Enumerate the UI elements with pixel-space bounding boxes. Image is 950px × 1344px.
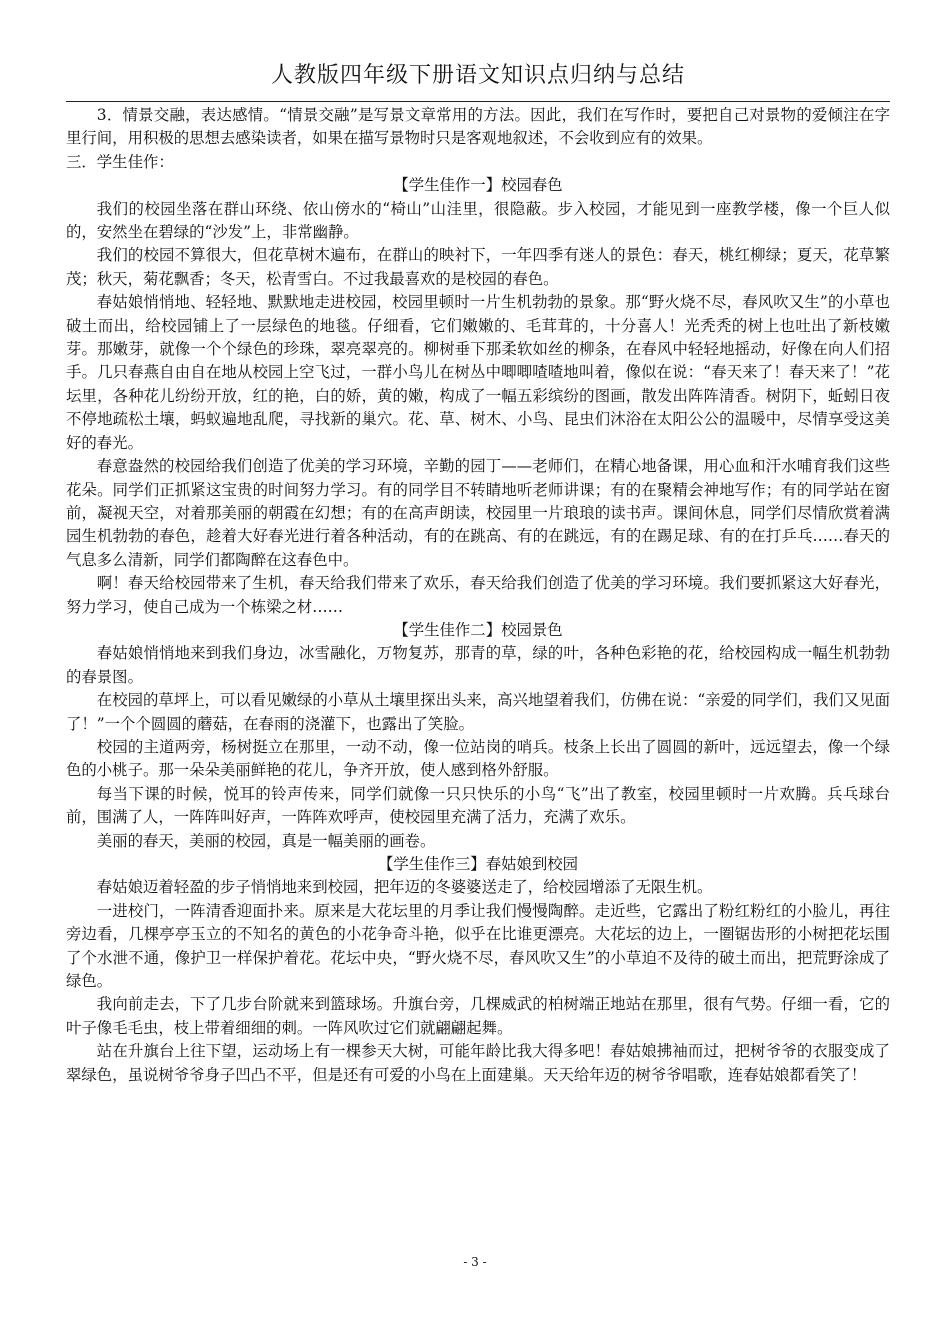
essay-2-paragraph: 校园的主道两旁，杨树挺立在那里，一动不动，像一位站岗的哨兵。枝条上长出了圆圆的新叶，远远望去，像一个绿色的小桃子。那一朵朵美丽鲜艳的花儿，争齐开放，使人感到格外舒服。 bbox=[66, 737, 890, 780]
essay-2-paragraph: 每当下课的时候，悦耳的铃声传来，同学们就像一只只快乐的小鸟“飞”出了教室，校园里顿时一片欢腾。兵乓球台前，围满了人，一阵阵叫好声，一阵阵欢呼声，使校园里充满了活力，充满了欢乐。 bbox=[66, 784, 890, 827]
essay-1-paragraph: 春姑娘悄悄地、轻轻地、默默地走进校园，校园里顿时一片生机勃勃的景象。那“野火烧不尽，春风吹又生”的小草也破土而出，给校园铺上了一层绿色的地毯。仔细看，它们嫩嫩的、毛茸茸的，十分喜人！光秃秃的树上也吐出了新枝嫩芽。那嫩芽，就像一个个绿色的珍珠，翠亮翠亮的。柳树垂下那柔软如丝的柳条，在春风中轻轻地摇动，好像在向人们招手。几只春燕自由自在地从校园上空飞过，一群小鸟儿在树丛中唧唧喳喳地叫着，像似在说：“春天来了！春天来了！”花坛里，各种花儿纷纷开放，红的艳，白的娇，黄的嫩，构成了一幅五彩缤纷的图画，散发出阵阵清香。树阴下，蚯蚓日夜不停地疏松土壤，蚂蚁遍地乱爬，寻找新的巢穴。花、草、树木、小鸟、昆虫们沐浴在太阳公公的温暖中，尽情享受这美好的春光。 bbox=[66, 293, 890, 452]
page-number: - 3 - bbox=[463, 1255, 487, 1269]
essay-2-title: 【学生佳作二】校园景色 bbox=[393, 620, 563, 639]
section-heading-student-works: 三．学生佳作： bbox=[66, 152, 174, 171]
essay-1-paragraph: 我们的校园不算很大，但花草树木遍布，在群山的映衬下，一年四季有迷人的景色：春天，桃红柳绿；夏天，花草繁茂；秋天，菊花飘香；冬天，松青雪白。不过我最喜欢的是校园的春色。 bbox=[66, 246, 890, 288]
essay-3-paragraph: 我向前走去，下了几步台阶就来到篮球场。升旗台旁，几棵威武的柏树端正地站在那里，很有气势。仔细一看，它的叶子像毛毛虫，枝上带着细细的刺。一阵风吹过它们就翩翩起舞。 bbox=[66, 995, 890, 1037]
essay-3-paragraph: 一进校门，一阵清香迎面扑来。原来是大花坛里的月季让我们慢慢陶醉。走近些，它露出了粉红粉红的小脸儿，再往旁边看，几棵亭亭玉立的不知名的黄色的小花争奇斗艳，似乎在比谁更漂亮。大花坛的边上，一圈锯齿形的小树把花坛围了个水泄不通，像护卫一样保护着花。花坛中央，“野火烧不尽，春风吹又生”的小草迫不及待的破土而出，把荒野涂成了绿色。 bbox=[66, 901, 890, 991]
essay-3-paragraph: 春姑娘迈着轻盈的步子悄悄地来到校园，把年迈的冬婆婆送走了，给校园增添了无限生机。 bbox=[96, 878, 713, 897]
essay-3-title: 【学生佳作三】春姑娘到校园 bbox=[377, 855, 579, 873]
page-header-title: 人教版四年级下册语文知识点归纳与总结 bbox=[270, 63, 685, 88]
header-divider bbox=[66, 101, 890, 102]
essay-3-paragraph: 站在升旗台上往下望，运动场上有一棵参天大树，可能年龄比我大得多吧！春姑娘拂袖而过，把树爷爷的衣服变成了翠绿色，虽说树爷爷身子凹凸不平，但是还有可爱的小鸟在上面建巢。天天给年迈的树爷爷唱歌，连春姑娘都看笑了！ bbox=[66, 1042, 890, 1084]
writing-tip-3: 3．情景交融，表达感情。“情景交融”是写景文章常用的方法。因此，我们在写作时，要把自己对景物的爱倾注在字里行间，用积极的思想去感染读者，如果在描写景物时只是客观地叙述，不会收到应有的效果。 bbox=[66, 106, 890, 148]
document-body bbox=[66, 104, 890, 1087]
essay-1-paragraph: 啊！春天给校园带来了生机，春天给我们带来了欢乐，春天给我们创造了优美的学习环境。我们要抓紧这大好春光，努力学习，使自己成为一个栋梁之材…… bbox=[66, 574, 890, 616]
essay-1-paragraph: 春意盎然的校园给我们创造了优美的学习环境，辛勤的园丁——老师们，在精心地备课，用心血和汗水哺育我们这些花朵。同学们正抓紧这宝贵的时间努力学习。有的同学目不转睛地听老师讲课；有的在聚精会神地写作；有的同学站在窗前，凝视天空，对着那美丽的朝霞在幻想；有的在高声朗读，校园里一片琅琅的读书声。课间休息，同学们尽情欣赏着满园生机勃勃的春色，趁着大好春光进行着各种活动，有的在跳高、有的在跳远，有的在踢足球、有的在打乒乓……春天的气息多么清新，同学们都陶醉在这春色中。 bbox=[66, 457, 890, 569]
essay-1-paragraph: 我们的校园坐落在群山环绕、依山傍水的“椅山”山洼里，很隐蔽。步入校园，才能见到一座教学楼，像一个巨人似的，安然坐在碧绿的“沙发”上，非常幽静。 bbox=[66, 199, 890, 242]
essay-1-title: 【学生佳作一】校园春色 bbox=[393, 176, 563, 195]
essay-2-paragraph: 在校园的草坪上，可以看见嫩绿的小草从土壤里探出头来，高兴地望着我们，仿佛在说：“亲爱的同学们，我们又见面了！”一个个圆圆的蘑菇，在春雨的浇灌下，也露出了笑脸。 bbox=[66, 691, 890, 733]
essay-2-paragraph: 美丽的春天，美丽的校园，真是一幅美丽的画卷。 bbox=[96, 831, 436, 850]
essay-2-paragraph: 春姑娘悄悄地来到我们身边，冰雪融化，万物复苏，那青的草，绿的叶，各种色彩艳的花，给校园构成一幅生机勃勃的春景图。 bbox=[66, 644, 890, 686]
